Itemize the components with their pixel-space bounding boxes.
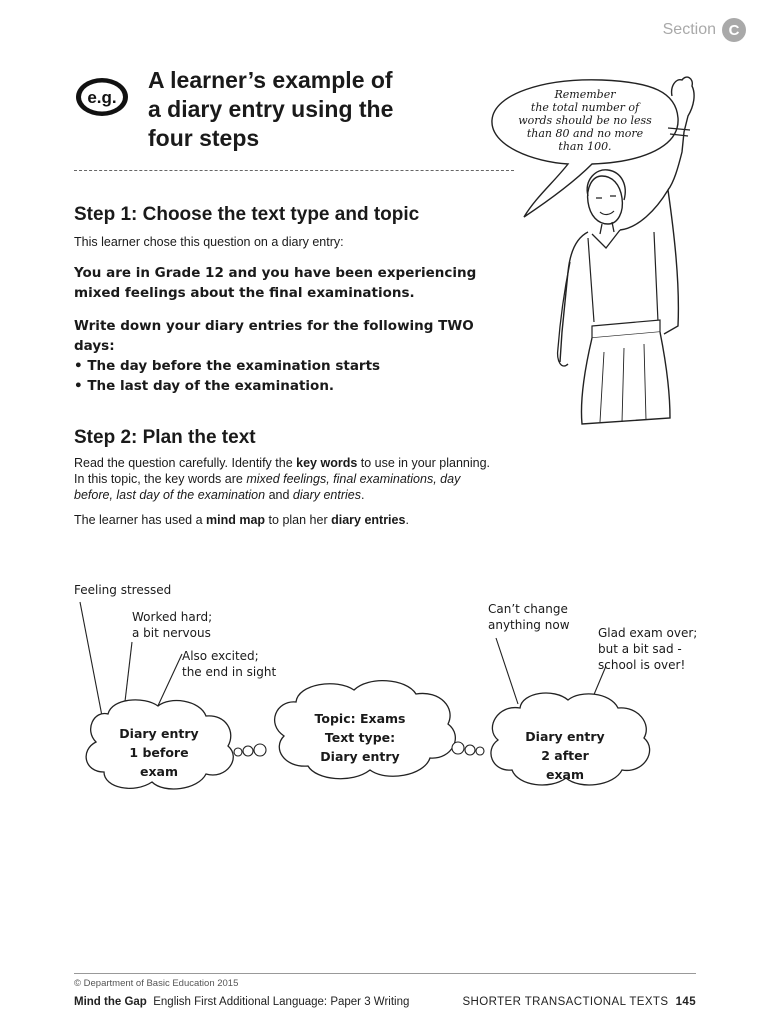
connector-line xyxy=(80,602,102,716)
eg-badge-text: e.g. xyxy=(87,88,117,107)
step2-paragraph-1 xyxy=(74,455,514,503)
footer-series-name: Mind the Gap xyxy=(74,996,147,1008)
title-line-3: four steps xyxy=(148,125,260,151)
footer-chapter xyxy=(462,996,696,1008)
eg-badge-shape xyxy=(74,76,130,118)
note-feeling-stressed: Feeling stressed xyxy=(74,583,172,597)
key-words-list-2: before, last day of the examination xyxy=(74,488,266,502)
footer-divider xyxy=(74,973,696,974)
instruction-line-1: Write down your diary entries for the following TWO xyxy=(74,318,474,334)
bullet-dot: • xyxy=(74,358,88,374)
step2-paragraph-2: The learner has used a mind map to plan her diary entries. xyxy=(74,513,409,527)
step1-intro: This learner chose this question on a diary entry: xyxy=(74,235,344,249)
thought-dot xyxy=(465,745,475,755)
diary-entries-term: diary entries xyxy=(331,513,406,527)
step2-p1-line-3: before, last day of the examination and diary entries. xyxy=(74,488,365,502)
bubble-line-2: the total number of xyxy=(530,101,640,114)
thought-dot xyxy=(254,744,266,756)
cloud-left-text: Diary entry 1 before exam xyxy=(119,726,199,779)
step2-p1-line-2: In this topic, the key words are mixed feelings, final examinations, day xyxy=(74,472,461,486)
speech-bubble-text xyxy=(495,88,675,153)
key-words-term: key words xyxy=(296,456,358,470)
section-letter-badge: C xyxy=(722,18,746,42)
bullet-text-2: The last day of the examination. xyxy=(87,378,335,394)
eg-badge xyxy=(74,76,130,118)
title-line-2: a diary entry using the xyxy=(148,96,394,122)
question-line-1: You are in Grade 12 and you have been experiencing xyxy=(74,265,477,281)
thought-dot xyxy=(452,742,464,754)
thought-dot xyxy=(243,746,253,756)
key-words-list-3: diary entries xyxy=(292,488,361,502)
key-words-list-1: mixed feelings, final examinations, day xyxy=(246,472,461,486)
note-glad-exam-over: Glad exam over; but a bit sad - school is over! xyxy=(598,626,698,672)
note-cant-change: Can’t change anything now xyxy=(488,602,570,632)
footer-chapter-title: SHORTER TRANSACTIONAL TEXTS xyxy=(462,996,669,1008)
bullet-item-2 xyxy=(74,376,474,396)
thought-dot xyxy=(476,747,484,755)
instruction-line-2: days: xyxy=(74,338,115,354)
cloud-right-text: Diary entry 2 after exam xyxy=(525,729,605,782)
bullet-item-1 xyxy=(74,356,474,376)
page-title xyxy=(148,66,393,153)
bubble-line-5: than 100. xyxy=(558,140,612,153)
section-label: Section xyxy=(662,21,716,38)
step1-question xyxy=(74,263,476,303)
connector-line xyxy=(496,638,518,704)
step2-heading: Step 2: Plan the text xyxy=(74,427,256,448)
thought-dot xyxy=(234,748,242,756)
title-line-1: A learner’s example of xyxy=(148,67,393,93)
note-also-excited: Also excited; the end in sight xyxy=(182,649,277,679)
cloud-center-text: Topic: Exams Text type: Diary entry xyxy=(314,711,406,764)
footer-copyright: © Department of Basic Education 2015 xyxy=(74,978,239,989)
mind-map-term: mind map xyxy=(206,513,266,527)
section-tag xyxy=(663,18,746,42)
bubble-line-1: Remember xyxy=(554,88,616,101)
step2-p1-line-1: Read the question carefully. Identify the key words to use in your planning. xyxy=(74,456,491,470)
title-divider xyxy=(74,170,514,171)
bubble-line-4: than 80 and no more xyxy=(526,127,644,140)
footer-subject: English First Additional Language: Paper 3 Writing xyxy=(153,996,410,1008)
step1-heading: Step 1: Choose the text type and topic xyxy=(74,204,420,225)
bullet-text-1: The day before the examination starts xyxy=(87,358,381,374)
question-line-2: mixed feelings about the final examinations. xyxy=(74,285,415,301)
page-number: 145 xyxy=(675,996,696,1008)
bullet-dot: • xyxy=(74,378,88,394)
footer-series xyxy=(74,996,409,1008)
note-worked-hard: Worked hard; a bit nervous xyxy=(132,610,213,640)
step1-instruction xyxy=(74,316,474,396)
bubble-line-3: words should be no less xyxy=(518,114,652,127)
